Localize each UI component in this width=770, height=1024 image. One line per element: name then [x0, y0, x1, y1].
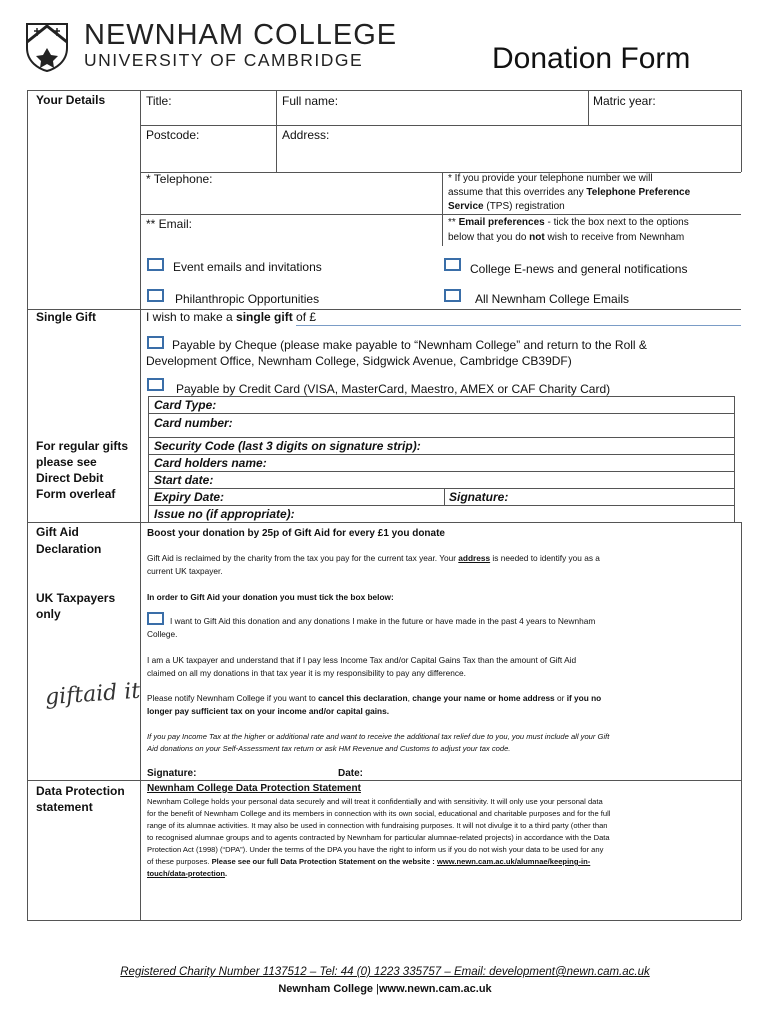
card-signature-field[interactable]: Signature:	[449, 490, 509, 504]
data-protection-heading: Newnham College Data Protection Statement	[147, 783, 361, 794]
telephone-note-3: Service (TPS) registration	[448, 201, 565, 212]
section-gift-aid-2: Declaration	[36, 542, 102, 556]
full-name-field-label[interactable]: Full name:	[282, 94, 339, 108]
section-gift-aid-1: Gift Aid	[36, 525, 79, 539]
gift-aid-boost: Boost your donation by 25p of Gift Aid for every £1 you donate	[147, 528, 445, 539]
gift-aid-tick-text-1: I want to Gift Aid this donation and any donations I make in the future or have made in the past 4 years to Newnham	[170, 616, 596, 626]
divider	[148, 396, 734, 397]
email-field-label[interactable]: ** Email:	[146, 217, 193, 231]
card-type-field[interactable]: Card Type:	[154, 398, 217, 412]
divider	[148, 488, 734, 489]
credit-card-text: Payable by Credit Card (VISA, MasterCard, Maestro, AMEX or CAF Charity Card)	[176, 382, 611, 396]
data-protection-link-cont[interactable]: touch/data-protection	[147, 869, 226, 878]
footer-charity-line: Registered Charity Number 1137512 – Tel: 44 (0) 1223 335757 – Email: development@newn.cam.ac.uk	[120, 966, 650, 978]
card-holders-name-field[interactable]: Card holders name:	[154, 456, 267, 470]
section-regular-gifts-4: Form overleaf	[36, 487, 116, 501]
matric-year-field-label[interactable]: Matric year:	[593, 94, 656, 108]
divider	[734, 396, 735, 522]
data-protection-line-3: range of its alumnae activities. It may also be used in connection with fundraising purposes. It will not divulge it to a third party (other than	[147, 821, 608, 830]
section-regular-gifts-1: For regular gifts	[36, 439, 129, 453]
section-single-gift: Single Gift	[36, 310, 96, 324]
divider	[148, 396, 149, 522]
table-left-border	[27, 90, 28, 920]
notify-statement-2: longer pay sufficient tax on your income and/or capital gains.	[147, 706, 390, 716]
table-right-border-lower	[741, 522, 742, 920]
gift-aid-signature-field[interactable]: Signature:	[147, 768, 197, 779]
divider	[27, 522, 741, 523]
amount-line	[296, 325, 741, 326]
table-top-border	[27, 90, 741, 91]
divider	[140, 214, 741, 215]
data-protection-line-4: to recognised alumnae groups and to agents contracted by Newnham for particular alumnae-related projects) in accordance with the Data	[147, 833, 610, 842]
data-protection-line-5: Protection Act (1998) (“DPA”). Under the terms of the DPA you have the right to inform us if you do not wish your data to be used for any	[147, 845, 604, 854]
section-uk-taxpayers-1: UK Taxpayers	[36, 591, 116, 605]
divider	[27, 309, 741, 310]
college-subtitle: UNIVERSITY OF CAMBRIDGE	[84, 50, 364, 70]
college-name: NEWNHAM COLLEGE	[84, 19, 398, 51]
event-emails-label: Event emails and invitations	[173, 260, 322, 274]
giftaid-it-logo: giftaid it	[44, 678, 141, 711]
security-code-field[interactable]: Security Code (last 3 digits on signature strip):	[154, 439, 421, 453]
card-number-field[interactable]: Card number:	[154, 416, 233, 430]
gift-aid-must-tick: In order to Gift Aid your donation you must tick the box below:	[147, 592, 394, 602]
notify-statement-1: Please notify Newnham College if you want to cancel this declaration, change your name or home address or if you no	[147, 693, 602, 703]
section-data-protection-1: Data Protection	[36, 784, 125, 798]
divider	[27, 780, 741, 781]
issue-no-field[interactable]: Issue no (if appropriate):	[154, 507, 295, 521]
single-gift-intro: I wish to make a single gift of £	[146, 310, 317, 324]
all-emails-checkbox[interactable]	[444, 289, 461, 302]
divider	[148, 505, 734, 506]
higher-rate-note-1: If you pay Income Tax at the higher or additional rate and want to receive the additional tax relief due to you, you must include all your Gift	[147, 732, 610, 741]
data-protection-line-7: touch/data-protection.	[147, 869, 228, 878]
credit-card-checkbox[interactable]	[147, 378, 164, 391]
gift-aid-reclaim-1: Gift Aid is reclaimed by the charity from the tax you pay for the current tax year. Your address is needed to identify you as a	[147, 553, 600, 563]
title-field-label[interactable]: Title:	[146, 94, 172, 108]
higher-rate-note-2: Aid donations on your Self-Assessment tax return or ask HM Revenue and Customs to adjust your tax code.	[147, 744, 511, 753]
section-uk-taxpayers-2: only	[36, 607, 61, 621]
divider	[140, 125, 741, 126]
divider	[276, 90, 277, 172]
start-date-field[interactable]: Start date:	[154, 473, 214, 487]
all-emails-label: All Newnham College Emails	[475, 292, 630, 306]
section-regular-gifts-2: please see	[36, 455, 97, 469]
data-protection-line-1: Newnham College holds your personal data securely and will treat it confidentially and with sensitivity. It will only use your personal data	[147, 797, 603, 806]
data-protection-link[interactable]: www.newn.cam.ac.uk/alumnae/keeping-in-	[436, 857, 591, 866]
form-title: Donation Form	[492, 42, 691, 75]
data-protection-line-2: for the benefit of Newnham College and its members in connection with its own social, educational and charitable purposes and for the full	[147, 809, 611, 818]
event-emails-checkbox[interactable]	[147, 258, 164, 271]
table-right-border	[741, 90, 742, 172]
philanthropic-label: Philanthropic Opportunities	[175, 292, 320, 306]
divider	[148, 437, 734, 438]
divider	[148, 454, 734, 455]
telephone-note-1: * If you provide your telephone number we will	[448, 173, 653, 184]
section-your-details: Your Details	[36, 93, 106, 107]
gift-aid-tick-text-2: College.	[147, 629, 178, 639]
section-regular-gifts-3: Direct Debit	[36, 471, 104, 485]
college-crest-logo	[25, 22, 69, 72]
college-enews-checkbox[interactable]	[444, 258, 461, 271]
philanthropic-checkbox[interactable]	[147, 289, 164, 302]
email-preferences-note-2: below that you do not wish to receive from Newnham	[448, 232, 685, 243]
divider	[444, 488, 445, 505]
telephone-note-2: assume that this overrides any Telephone Preference	[448, 187, 691, 198]
cheque-text-1: Payable by Cheque (please make payable to “Newnham College” and return to the Roll &	[172, 338, 647, 352]
gift-aid-reclaim-2: current UK taxpayer.	[147, 566, 223, 576]
divider	[148, 413, 734, 414]
college-enews-label: College E-news and general notifications	[470, 262, 688, 276]
expiry-date-field[interactable]: Expiry Date:	[154, 490, 225, 504]
taxpayer-statement-1: I am a UK taxpayer and understand that if I pay less Income Tax and/or Capital Gains Tax than the amount of Gift Aid	[147, 655, 577, 665]
address-field-label[interactable]: Address:	[282, 128, 330, 142]
section-data-protection-2: statement	[36, 800, 93, 814]
footer-website-link[interactable]: www.newn.cam.ac.uk	[378, 983, 492, 995]
cheque-text-2: Development Office, Newnham College, Sidgwick Avenue, Cambridge CB39DF)	[146, 354, 572, 368]
telephone-field-label[interactable]: * Telephone:	[146, 172, 213, 186]
data-protection-line-6: of these purposes. Please see our full Data Protection Statement on the website : www.newn.cam.ac.uk/alumnae/keeping-in-	[147, 857, 591, 866]
divider	[588, 90, 589, 125]
cheque-checkbox[interactable]	[147, 336, 164, 349]
gift-aid-checkbox[interactable]	[147, 612, 164, 625]
email-preferences-note-1: ** Email preferences - tick the box next to the options	[448, 217, 689, 228]
divider	[148, 471, 734, 472]
postcode-field-label[interactable]: Postcode:	[146, 128, 200, 142]
divider	[442, 172, 443, 246]
footer-website-line: Newnham College |www.newn.cam.ac.uk	[278, 983, 492, 995]
taxpayer-statement-2: claimed on all my donations in that tax year it is my responsibility to pay any difference.	[147, 668, 466, 678]
table-bottom-border	[27, 920, 741, 921]
gift-aid-date-field[interactable]: Date:	[338, 768, 364, 779]
